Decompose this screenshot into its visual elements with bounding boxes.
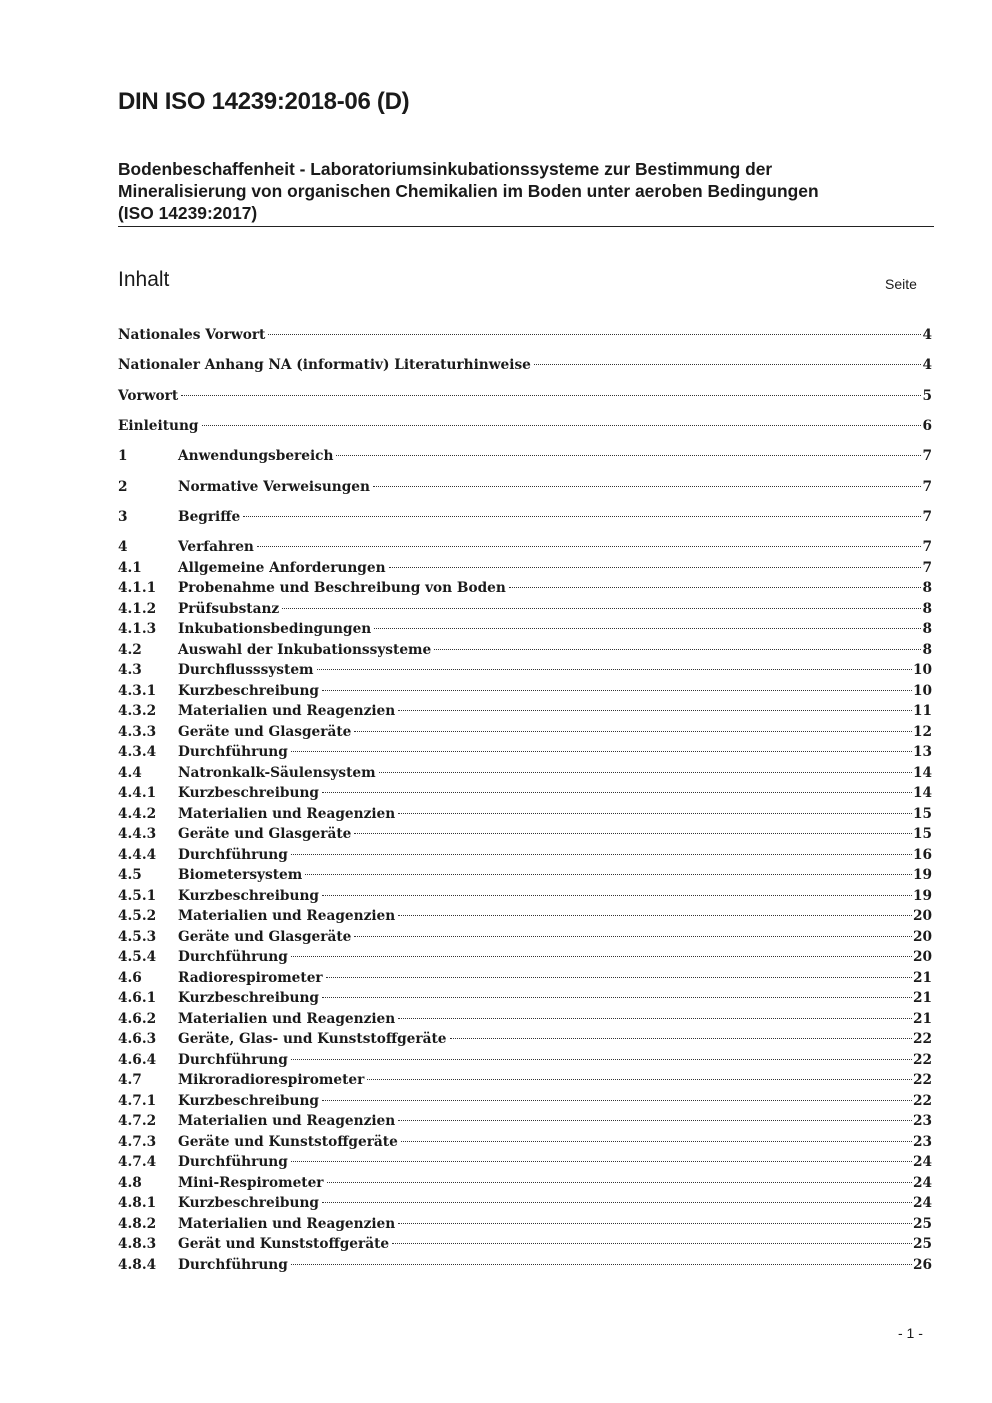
toc-dot-leader — [398, 1223, 912, 1224]
toc-entry-title: Durchführung — [178, 744, 288, 761]
toc-dot-leader — [326, 977, 912, 978]
page-number: - 1 - — [898, 1325, 923, 1341]
toc-entry-page: 7 — [922, 539, 932, 556]
toc-dot-leader — [450, 1038, 912, 1039]
toc-entry-number: 4.7 — [118, 1072, 142, 1089]
toc-dot-leader — [398, 1018, 912, 1019]
toc-entry-title: Radiorespirometer — [178, 969, 323, 986]
toc-dot-leader — [291, 854, 912, 855]
toc-entry-number: 4.4.1 — [118, 785, 157, 802]
toc-entry-page: 22 — [912, 1051, 932, 1068]
toc-entry-title: Anwendungsbereich — [178, 448, 334, 465]
toc-entry[interactable] — [118, 558, 932, 578]
toc-dot-leader — [268, 334, 921, 335]
toc-dot-leader — [282, 608, 921, 609]
toc-entry-number: 2 — [118, 478, 128, 495]
toc-dot-leader — [291, 956, 912, 957]
toc-page-column-heading: Seite — [885, 276, 917, 292]
toc-entry-number: 4.8.4 — [118, 1256, 157, 1273]
toc-entry[interactable] — [118, 1029, 932, 1049]
toc-entry-number: 4.6.3 — [118, 1031, 157, 1048]
toc-entry-title: Geräte, Glas- und Kunststoffgeräte — [178, 1031, 447, 1048]
toc-dot-leader — [291, 1161, 912, 1162]
toc-entry[interactable] — [118, 1173, 932, 1193]
toc-entry-number: 4.8 — [118, 1174, 142, 1191]
toc-entry[interactable] — [118, 783, 932, 803]
toc-entry[interactable] — [118, 886, 932, 906]
toc-entry-page: 24 — [912, 1195, 932, 1212]
toc-entry-number: 4.6.4 — [118, 1051, 157, 1068]
toc-entry-title: Mikroradiorespirometer — [178, 1072, 365, 1089]
toc-entry-title: Nationaler Anhang NA (informativ) Literaturhinweise — [118, 357, 531, 374]
toc-entry-number: 4.7.2 — [118, 1113, 157, 1130]
toc-entry-number: 4.3 — [118, 662, 142, 679]
toc-entry-title: Materialien und Reagenzien — [178, 1010, 396, 1027]
toc-entry-number: 4.5.2 — [118, 908, 157, 925]
toc-dot-leader — [291, 1059, 912, 1060]
toc-entry[interactable] — [118, 477, 932, 497]
toc-entry-page: 8 — [922, 621, 932, 638]
toc-entry[interactable] — [118, 1111, 932, 1131]
toc-entry-title: Durchführung — [178, 949, 288, 966]
toc-entry-page: 7 — [922, 448, 932, 465]
toc-dot-leader — [322, 690, 912, 691]
toc-entry-number: 4.3.4 — [118, 744, 157, 761]
toc-dot-leader — [354, 833, 912, 834]
toc-dot-leader — [398, 710, 912, 711]
toc-entry-page: 14 — [912, 785, 932, 802]
toc-dot-leader — [434, 649, 921, 650]
toc-entry-page: 11 — [912, 703, 932, 720]
toc-dot-leader — [398, 813, 912, 814]
toc-entry-title: Geräte und Glasgeräte — [178, 928, 352, 945]
subtitle-line: (ISO 14239:2017) — [118, 203, 258, 223]
toc-entry-title: Materialien und Reagenzien — [178, 908, 396, 925]
toc-entry-number: 1 — [118, 448, 128, 465]
toc-entry[interactable] — [118, 1255, 932, 1275]
toc-entry-title: Auswahl der Inkubationssysteme — [178, 641, 432, 658]
toc-dot-leader — [291, 751, 912, 752]
toc-entry[interactable] — [118, 1152, 932, 1172]
toc-entry-title: Kurzbeschreibung — [178, 1195, 319, 1212]
toc-entry[interactable] — [118, 681, 932, 701]
toc-entry-page: 10 — [912, 662, 932, 679]
toc-entry[interactable] — [118, 1050, 932, 1070]
toc-dot-leader — [181, 395, 921, 396]
toc-entry-page: 21 — [912, 1010, 932, 1027]
toc-entry-title: Biometersystem — [178, 867, 303, 884]
toc-entry-number: 4.1.1 — [118, 580, 157, 597]
toc-entry-page: 15 — [912, 826, 932, 843]
document-title: DIN ISO 14239:2018-06 (D) — [118, 88, 410, 115]
toc-dot-leader — [322, 1202, 912, 1203]
toc-entry-number: 4.1 — [118, 559, 142, 576]
toc-entry[interactable] — [118, 355, 932, 375]
document-subtitle — [118, 158, 934, 227]
toc-entry-number: 4.2 — [118, 641, 142, 658]
toc-entry-number: 4 — [118, 539, 128, 556]
toc-dot-leader — [291, 1264, 912, 1265]
toc-entry-number: 4.1.2 — [118, 600, 157, 617]
toc-dot-leader — [534, 364, 922, 365]
toc-entry-page: 20 — [912, 928, 932, 945]
toc-dot-leader — [374, 628, 921, 629]
toc-heading: Inhalt — [118, 268, 170, 291]
toc-entry-number: 4.6 — [118, 969, 142, 986]
toc-entry-title: Normative Verweisungen — [178, 478, 370, 495]
toc-entry-page: 12 — [912, 723, 932, 740]
toc-entry-page: 8 — [922, 641, 932, 658]
toc-entry[interactable] — [118, 578, 932, 598]
toc-entry-page: 25 — [912, 1236, 932, 1253]
toc-dot-leader — [322, 1100, 912, 1101]
toc-entry-title: Kurzbeschreibung — [178, 1092, 319, 1109]
toc-entry-title: Materialien und Reagenzien — [178, 1215, 396, 1232]
toc-dot-leader — [389, 567, 922, 568]
toc-entry-page: 19 — [912, 867, 932, 884]
toc-entry-title: Durchflusssystem — [178, 662, 314, 679]
toc-entry[interactable] — [118, 537, 932, 557]
toc-dot-leader — [354, 731, 912, 732]
toc-entry[interactable] — [118, 386, 932, 406]
toc-entry-page: 7 — [922, 508, 932, 525]
toc-entry-title: Materialien und Reagenzien — [178, 805, 396, 822]
toc-entry-number: 4.8.2 — [118, 1215, 157, 1232]
toc-entry[interactable] — [118, 1214, 932, 1234]
toc-entry[interactable] — [118, 927, 932, 947]
toc-entry-title: Allgemeine Anforderungen — [178, 559, 386, 576]
toc-entry-title: Kurzbeschreibung — [178, 990, 319, 1007]
toc-entry-title: Einleitung — [118, 417, 199, 434]
toc-entry-title: Natronkalk-Säulensystem — [178, 764, 376, 781]
toc-entry-page: 21 — [912, 990, 932, 1007]
toc-entry[interactable] — [118, 824, 932, 844]
toc-entry[interactable] — [118, 507, 932, 527]
toc-entry-number: 4.4 — [118, 764, 142, 781]
toc-entry-number: 4.7.1 — [118, 1092, 157, 1109]
toc-entry[interactable] — [118, 446, 932, 466]
toc-entry-title: Gerät und Kunststoffgeräte — [178, 1236, 390, 1253]
toc-entry-number: 4.3.2 — [118, 703, 157, 720]
subtitle-line: Mineralisierung von organischen Chemikalien im Boden unter aeroben Bedingungen — [118, 181, 819, 201]
toc-entry-number: 3 — [118, 508, 128, 525]
toc-entry-number: 4.3.3 — [118, 723, 157, 740]
toc-entry-page: 26 — [912, 1256, 932, 1273]
toc-entry-page: 4 — [922, 357, 932, 374]
toc-entry-page: 19 — [912, 887, 932, 904]
toc-dot-leader — [317, 669, 912, 670]
toc-dot-leader — [257, 546, 922, 547]
toc-entry[interactable] — [118, 1193, 932, 1213]
toc-entry-page: 6 — [922, 417, 932, 434]
toc-entry-page: 22 — [912, 1072, 932, 1089]
toc-entry[interactable] — [118, 742, 932, 762]
toc-entry[interactable] — [118, 1070, 932, 1090]
toc-entry-page: 23 — [912, 1113, 932, 1130]
toc-entry-page: 8 — [922, 600, 932, 617]
toc-dot-leader — [401, 1141, 912, 1142]
toc-entry-number: 4.4.2 — [118, 805, 157, 822]
toc-entry-title: Materialien und Reagenzien — [178, 703, 396, 720]
toc-entry[interactable] — [118, 968, 932, 988]
toc-entry-page: 21 — [912, 969, 932, 986]
toc-entry-number: 4.8.1 — [118, 1195, 157, 1212]
toc-dot-leader — [327, 1182, 912, 1183]
toc-entry-number: 4.6.2 — [118, 1010, 157, 1027]
toc-entry-title: Verfahren — [178, 539, 254, 556]
toc-entry[interactable] — [118, 701, 932, 721]
toc-entry-page: 7 — [922, 478, 932, 495]
toc-entry-title: Probenahme und Beschreibung von Boden — [178, 580, 506, 597]
toc-entry-page: 23 — [912, 1133, 932, 1150]
toc-entry-page: 24 — [912, 1174, 932, 1191]
toc-dot-leader — [336, 455, 921, 456]
toc-entry-page: 7 — [922, 559, 932, 576]
toc-entry[interactable] — [118, 619, 932, 639]
toc-entry[interactable] — [118, 988, 932, 1008]
toc-entry[interactable] — [118, 1091, 932, 1111]
toc-entry-title: Vorwort — [118, 387, 179, 404]
toc-entry-title: Durchführung — [178, 1256, 288, 1273]
toc-entry-number: 4.7.3 — [118, 1133, 157, 1150]
toc-entry-number: 4.7.4 — [118, 1154, 157, 1171]
toc-entry-number: 4.6.1 — [118, 990, 157, 1007]
toc-entry-title: Geräte und Glasgeräte — [178, 723, 352, 740]
toc-entry-number: 4.4.3 — [118, 826, 157, 843]
toc-entry-title: Geräte und Glasgeräte — [178, 826, 352, 843]
toc-dot-leader — [243, 516, 921, 517]
toc-entry[interactable] — [118, 906, 932, 926]
toc-entry-page: 15 — [912, 805, 932, 822]
toc-entry[interactable] — [118, 660, 932, 680]
toc-entry-title: Inkubationsbedingungen — [178, 621, 372, 638]
toc-entry[interactable] — [118, 599, 932, 619]
toc-entry[interactable] — [118, 865, 932, 885]
toc-entry-number: 4.3.1 — [118, 682, 157, 699]
toc-entry-title: Nationales Vorwort — [118, 327, 266, 343]
toc-entry[interactable] — [118, 1132, 932, 1152]
toc-dot-leader — [373, 486, 922, 487]
toc-entry-page: 14 — [912, 764, 932, 781]
toc-entry-title: Durchführung — [178, 1051, 288, 1068]
toc-dot-leader — [398, 1120, 912, 1121]
toc-entry-number: 4.5 — [118, 867, 142, 884]
toc-entry-page: 22 — [912, 1092, 932, 1109]
toc-entry[interactable] — [118, 416, 932, 436]
toc-entry-page: 24 — [912, 1154, 932, 1171]
toc-entry-page: 20 — [912, 949, 932, 966]
toc-entry-page: 16 — [912, 846, 932, 863]
toc-dot-leader — [305, 874, 912, 875]
toc-entry-page: 4 — [922, 327, 932, 343]
toc-dot-leader — [322, 997, 912, 998]
toc-dot-leader — [322, 895, 912, 896]
toc-entry[interactable] — [118, 722, 932, 742]
toc-entry-page: 22 — [912, 1031, 932, 1048]
toc-entry-number: 4.5.3 — [118, 928, 157, 945]
toc-entry-number: 4.4.4 — [118, 846, 157, 863]
toc-entry-title: Geräte und Kunststoffgeräte — [178, 1133, 398, 1150]
toc-entry-title: Kurzbeschreibung — [178, 682, 319, 699]
toc-dot-leader — [322, 792, 912, 793]
toc-dot-leader — [398, 915, 912, 916]
toc-entry-page: 25 — [912, 1215, 932, 1232]
toc-entry-title: Materialien und Reagenzien — [178, 1113, 396, 1130]
toc-entry[interactable] — [118, 1009, 932, 1029]
toc-entry-number: 4.1.3 — [118, 621, 157, 638]
toc-entry[interactable] — [118, 845, 932, 865]
toc-entry[interactable] — [118, 804, 932, 824]
toc-entry[interactable] — [118, 763, 932, 783]
toc-entry[interactable] — [118, 947, 932, 967]
toc-entry-title: Mini-Respirometer — [178, 1174, 324, 1191]
subtitle-line: Bodenbeschaffenheit - Laboratoriumsinkubationssysteme zur Bestimmung der — [118, 159, 773, 179]
toc-dot-leader — [509, 587, 922, 588]
toc-entry-title: Kurzbeschreibung — [178, 785, 319, 802]
toc-dot-leader — [392, 1243, 912, 1244]
toc-dot-leader — [202, 425, 922, 426]
toc-entry-title: Durchführung — [178, 846, 288, 863]
toc-entry-number: 4.8.3 — [118, 1236, 157, 1253]
toc-dot-leader — [379, 772, 912, 773]
toc-entry-page: 13 — [912, 744, 932, 761]
toc-dot-leader — [354, 936, 912, 937]
toc-entry-page: 5 — [922, 387, 932, 404]
toc-entry-title: Durchführung — [178, 1154, 288, 1171]
toc-entry[interactable] — [118, 325, 932, 345]
toc-entry-page: 8 — [922, 580, 932, 597]
toc-entry-number: 4.5.4 — [118, 949, 157, 966]
toc-dot-leader — [367, 1079, 912, 1080]
toc-entry-page: 20 — [912, 908, 932, 925]
toc-entry[interactable] — [118, 1234, 932, 1254]
toc-entry-page: 10 — [912, 682, 932, 699]
toc-entry-title: Begriffe — [178, 508, 241, 525]
toc-entry-number: 4.5.1 — [118, 887, 157, 904]
toc-entry[interactable] — [118, 640, 932, 660]
toc-entry-title: Kurzbeschreibung — [178, 887, 319, 904]
toc-entry-title: Prüfsubstanz — [178, 600, 280, 617]
